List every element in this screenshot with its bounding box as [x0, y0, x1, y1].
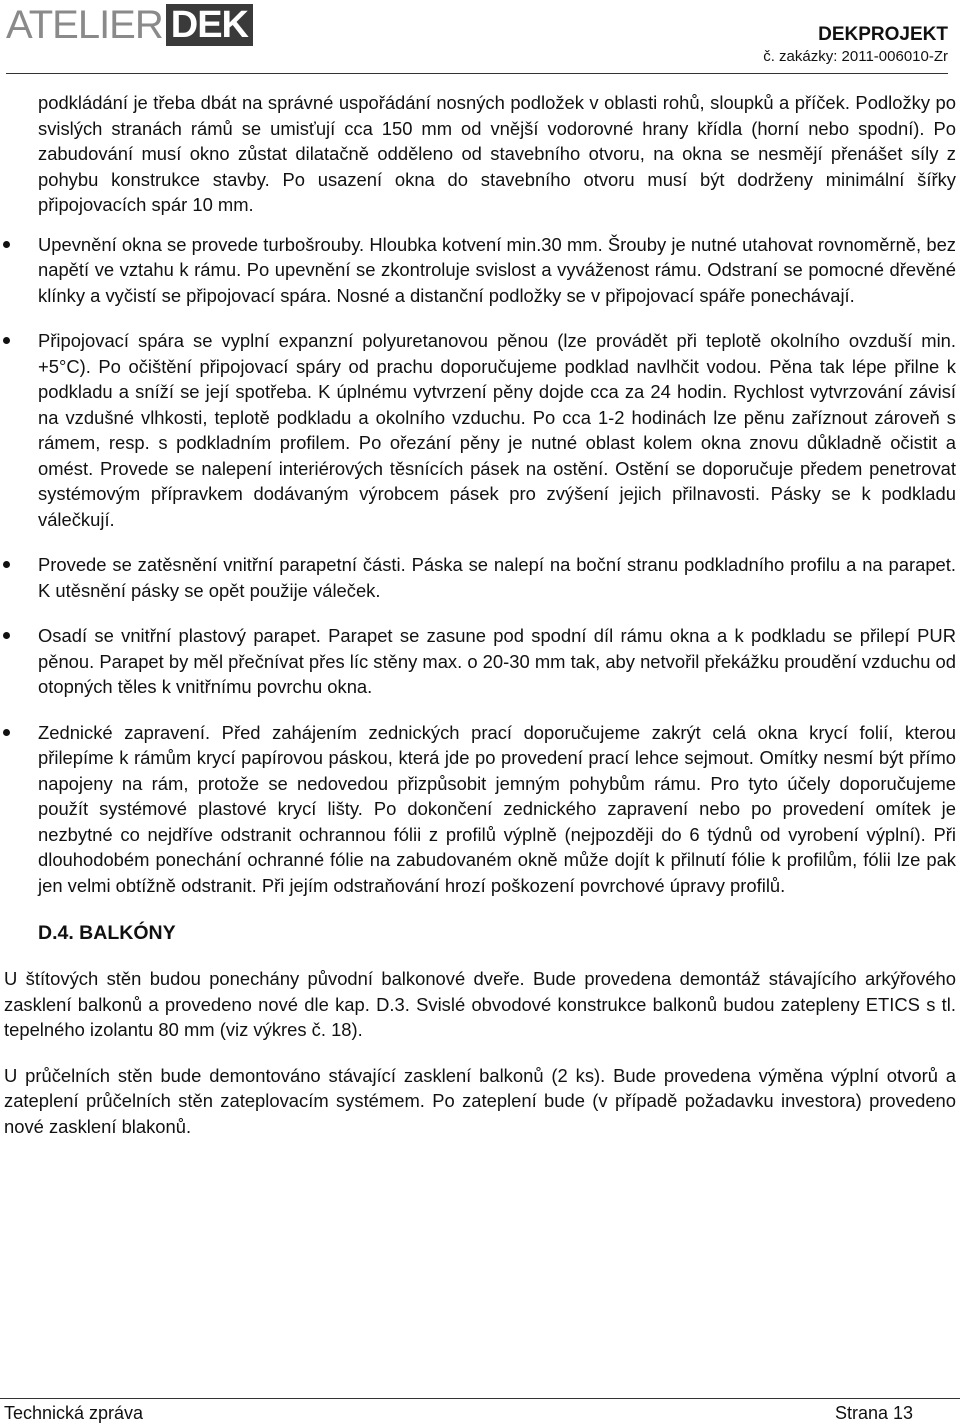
- document-body: [0, 90, 960, 1139]
- logo-text-dek: DEK: [166, 4, 253, 46]
- atelier-dek-logo: [6, 4, 253, 46]
- footer-page-number: Strana 13: [834, 1403, 913, 1423]
- footer-divider: [0, 1398, 960, 1399]
- page-footer: [0, 1398, 960, 1425]
- footer-document-title: Technická zpráva: [4, 1403, 144, 1423]
- bullet-item-masonry-finish: Zednické zapravení. Před zahájením zednických prací doporučujeme zakrýt celá okna krycí folií, kterou přilepíme k rámům krycí papírovou páskou, která jde po provedení prací lehce sejmout. Omítky nesmí být přímo napojeny na rám, protože se nedovedou přizpůsobit jemným pohybům rámu. Pro tyto účely doporučujeme použít systémové plastové krycí lišty. Po dokončení zednického zapravení nebo po provedení omítek je nezbytné co nejdříve odstranit ochrannou fólii z profilů výplně (nejpozději do 6 týdnů od vyrobení výplní). Při dlouhodobém ponechání ochranné fólie na zabudovaném okně může dojít k přilnutí fólie k profilům, fólii lze pak jen velmi obtížně odstranit. Při jejím odstraňování hrozí poškození povrchové úpravy profilů.: [0, 720, 960, 899]
- bullet-item-joint-foam: Připojovací spára se vyplní expanzní polyuretanovou pěnou (lze provádět při teplotě okolního ovzduší min. +5°C). Po očištění připojovací spáry od prachu doporučujeme podklad navlhčit vodou. Pěna tak lépe přilne k podkladu a sníží se její spotřeba. K úplnému vytvrzení pěny dojde cca za 24 hodin. Rychlost vytvrzování závisí na vzdušné vlhkosti, teplotě podkladu a okolního vzduchu. Po cca 1-2 hodinách lze pěnu zaříznout zároveň s rámem, resp. s podkladním profilem. Po ořezání pěny je nutné oblast kolem okna znovu důkladně očistit a omést. Provede se nalepení interiérových těsnících pásek na ostění. Ostění se doporučuje předem penetrovat systémovým přípravkem dodávaným výrobcem pásek pro zvýšení jejich přilnavosti. Pásky se k podkladu válečkují.: [0, 328, 960, 532]
- company-name: DEKPROJEKT: [818, 24, 948, 45]
- intro-paragraph: podkládání je třeba dbát na správné uspořádání nosných podložek v oblasti rohů, sloupků a příček. Podložky po svislých stranách rámů se umisťují cca 150 mm od vnější vodorovné hrany křídla (horní nebo spodní). Po zabudování musí okno zůstat dilatačně odděleno od stavebního otvoru, na okna se nesmějí přenášet síly z pohybu konstrukce stavby. Po usazení okna do stavebního otvoru musí být dodrženy minimální šířky připojovacích spár 10 mm.: [38, 92, 956, 215]
- header-divider: [6, 73, 948, 74]
- section-heading: D.4. BALKÓNY: [38, 922, 176, 944]
- page-header: [0, 0, 960, 65]
- order-number: č. zakázky: 2011-006010-Zr: [763, 48, 948, 65]
- section-paragraph-gable: U štítových stěn budou ponechány původní balkonové dveře. Bude provedena demontáž stávajícího arkýřového zasklení balkonů a provedeno nové dle kap. D.3. Svislé obvodové konstrukce balkonů budou zatepleny ETICS s tl. tepelného izolantu 80 mm (viz výkres č. 18).: [4, 968, 956, 1040]
- bullet-item-sill-sealing: Provede se zatěsnění vnitřní parapetní části. Páska se nalepí na boční stranu podkladního profilu a na parapet. K utěsnění pásky se opět použije váleček.: [0, 552, 960, 603]
- logo-text-atelier: ATELIER: [6, 3, 163, 47]
- bullet-item-inner-sill: Osadí se vnitřní plastový parapet. Parapet se zasune pod spodní díl rámu okna a k podkladu se přilepí PUR pěnou. Parapet by měl přečnívat přes líc stěny max. o 20-30 mm tak, aby netvořil překážku proudění vzduchu od otopných těles k vnitřnímu povrchu okna.: [0, 623, 960, 700]
- section-paragraph-facade: U průčelních stěn bude demontováno stávající zasklení balkonů (2 ks). Bude provedena výměna výplní otvorů a zateplení průčelních stěn zateplovacím systémem. Po zateplení bude (v případě požadavku investora) provedeno nové zasklení blakonů.: [4, 1064, 956, 1137]
- bullet-item-fixing: Upevnění okna se provede turbošrouby. Hloubka kotvení min.30 mm. Šrouby je nutné utahovat rovnoměrně, bez napětí ve vztahu k rámu. Po upevnění se zkontroluje svislost a vyváženost rámu. Odstraní se pomocné dřevěné klínky a vyčistí se připojovací spára. Nosné a distanční podložky se v připojovací spáře ponechávají.: [0, 232, 960, 309]
- header-info: [763, 24, 948, 66]
